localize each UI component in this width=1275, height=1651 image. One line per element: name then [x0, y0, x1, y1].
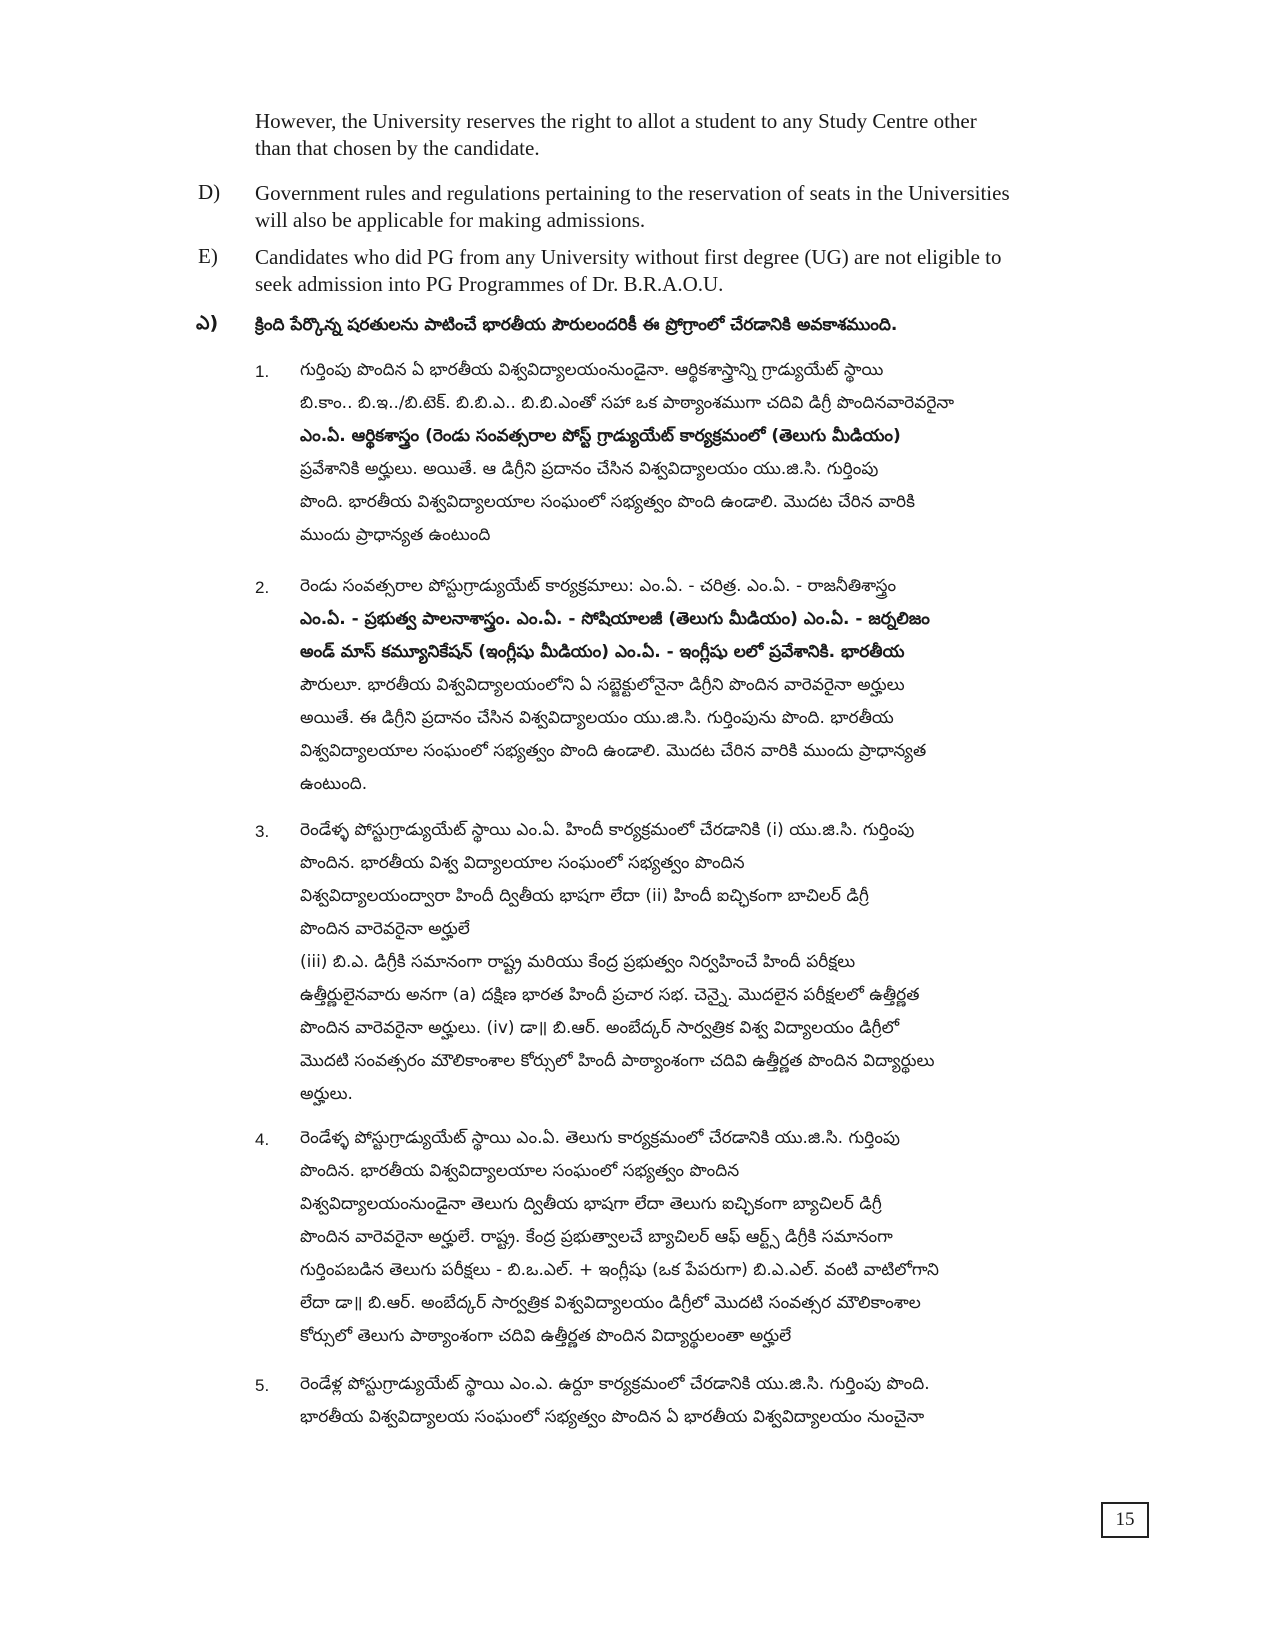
telugu-item-1: [300, 354, 1045, 552]
telugu-item-3: [300, 814, 1045, 1111]
telugu-line: విశ్వవిద్యాలయంద్వారా హిందీ ద్వితీయ భాషగా లేదా (ii) హిందీ ఐచ్ఛికంగా బాచిలర్ డిగ్రీ: [300, 886, 869, 906]
telugu-line: రెండేళ్ళ పోస్టుగ్రాడ్యుయేట్ స్థాయి ఎం.ఏ. హిందీ కార్యక్రమంలో చేరడానికి (i) యు.జి.సి. గుర్తింపు: [300, 820, 915, 840]
telugu-line: ఎం.ఏ. ఆర్థికశాస్త్రం (రెండు సంవత్సరాల పోస్ట్ గ్రాడ్యుయేట్ కార్యక్రమంలో (తెలుగు మీడియం): [300, 426, 901, 446]
telugu-line: పొందిన వారెవరైనా అర్హులే. రాష్ట్ర. కేంద్ర ప్రభుత్వాలచే బ్యాచిలర్ ఆఫ్ ఆర్ట్స్ డిగ్రీకి సమానంగా: [300, 1227, 893, 1247]
telugu-line: గుర్తింపబడిన తెలుగు పరీక్షలు - బి.ఒ.ఎల్. + ఇంగ్లీషు (ఒక పేపరుగా) బి.ఎ.ఎల్. వంటి వాటిలోగాని: [300, 1260, 939, 1280]
intro-paragraph: [255, 108, 1045, 162]
telugu-line: బి.కాం.. బి.ఇ../బి.టెక్. బి.బి.ఎ.. బి.బి.ఎంతో సహా ఒక పాఠ్యాంశముగా చదివి డిగ్రీ పొందినవారెవరైనా: [300, 393, 955, 413]
telugu-line: పౌరులూ. భారతీయ విశ్వవిద్యాలయంలోని ఏ సబ్జెక్టులోనైనా డిగ్రీని పొందిన వారెవరైనా అర్హులు: [300, 675, 905, 695]
item-e-line: Candidates who did PG from any University without first degree (UG) are not eligible to: [255, 245, 1002, 269]
telugu-line: అండ్ మాస్ కమ్యూనికేషన్ (ఇంగ్లీషు మీడియం) ఎం.ఏ. - ఇంగ్లీషు లలో ప్రవేశానికి. భారతీయ: [300, 642, 905, 662]
item-e-paragraph: [255, 244, 1045, 298]
telugu-line: లేదా డా॥ బి.ఆర్. అంబేద్కర్ సార్వత్రిక విశ్వవిద్యాలయం డిగ్రీలో మొదటి సంవత్సర మౌలికాంశాల: [300, 1293, 921, 1313]
item-d-line: will also be applicable for making admissions.: [255, 208, 646, 232]
telugu-item-4: [300, 1122, 1045, 1353]
telugu-line: పొందిన వారెవరైనా అర్హులు. (iv) డా॥ బి.ఆర్. అంబేద్కర్ సార్వత్రిక విశ్వ విద్యాలయం డిగ్రీలో: [300, 1018, 900, 1038]
telugu-item-2: [300, 570, 1045, 801]
telugu-line: రెండేళ్ల పోస్టుగ్రాడ్యుయేట్ స్థాయి ఎం.ఎ. ఉర్దూ కార్యక్రమంలో చేరడానికి యు.జి.సి. గుర్తింపు పొంది.: [300, 1374, 930, 1394]
telugu-item-number: 4.: [255, 1130, 270, 1149]
telugu-line: ఉంటుంది.: [300, 774, 368, 794]
telugu-line: ప్రవేశానికి అర్హులు. అయితే. ఆ డిగ్రీని ప్రదానం చేసిన విశ్వవిద్యాలయం యు.జి.సి. గుర్తింపు: [300, 459, 879, 479]
item-e-line: seek admission into PG Programmes of Dr. B.R.A.O.U.: [255, 272, 724, 296]
telugu-line: భారతీయ విశ్వవిద్యాలయ సంఘంలో సభ్యత్వం పొందిన ఏ భారతీయ విశ్వవిద్యాలయం నుంచైనా: [300, 1407, 925, 1427]
telugu-item-number: 1.: [255, 362, 270, 381]
telugu-line: పొంది. భారతీయ విశ్వవిద్యాలయాల సంఘంలో సభ్యత్వం పొంది ఉండాలి. మొదట చేరిన వారికి: [300, 492, 915, 512]
page-number: 15: [1101, 1502, 1149, 1538]
telugu-line: అయితే. ఈ డిగ్రీని ప్రదానం చేసిన విశ్వవిద్యాలయం యు.జి.సి. గుర్తింపును పొంది. భారతీయ: [300, 708, 894, 728]
item-d-line: Government rules and regulations pertaining to the reservation of seats in the Universities: [255, 181, 1010, 205]
telugu-item-number: 2.: [255, 578, 270, 597]
telugu-line: రెండేళ్ళ పోస్టుగ్రాడ్యుయేట్ స్థాయి ఎం.ఏ. తెలుగు కార్యక్రమంలో చేరడానికి యు.జి.సి. గుర్తింపు: [300, 1128, 900, 1148]
telugu-heading: క్రింది పేర్కొన్న షరతులను పాటించే భారతీయ పౌరులందరికీ ఈ ప్రోగ్రాంలో చేరడానికి అవకాశముంది.: [255, 315, 898, 335]
telugu-line: అర్హులు.: [300, 1084, 353, 1104]
telugu-line: మొదటి సంవత్సరం మౌలికాంశాల కోర్సులో హిందీ పాఠ్యాంశంగా చదివి ఉత్తీర్ణత పొందిన విద్యార్థులు: [300, 1051, 935, 1071]
telugu-line: ఉత్తీర్ణులైనవారు అనగా (a) దక్షిణ భారత హిందీ ప్రచార సభ. చెన్నై. మొదలైన పరీక్షలలో ఉత్తీర్ణత: [300, 985, 920, 1005]
telugu-line: కోర్సులో తెలుగు పాఠ్యాంశంగా చదివి ఉత్తీర్ణత పొందిన విద్యార్థులంతా అర్హులే: [300, 1326, 792, 1346]
telugu-line: విశ్వవిద్యాలయంనుండైనా తెలుగు ద్వితీయ భాషగా లేదా తెలుగు ఐచ్ఛికంగా బ్యాచిలర్ డిగ్రీ: [300, 1194, 882, 1214]
item-d-paragraph: [255, 180, 1045, 234]
telugu-line: (iii) బి.ఎ. డిగ్రీకి సమానంగా రాష్ట్ర మరియు కేంద్ర ప్రభుత్వం నిర్వహించే హిందీ పరీక్షలు: [300, 952, 856, 972]
telugu-item-5: [300, 1368, 1045, 1434]
telugu-line: గుర్తింపు పొందిన ఏ భారతీయ విశ్వవిద్యాలయంనుండైనా. ఆర్థికశాస్త్రాన్ని గ్రాడ్యుయేట్ స్థాయి: [300, 360, 884, 380]
intro-line: However, the University reserves the right to allot a student to any Study Centre other: [255, 109, 977, 133]
telugu-item-number: 3.: [255, 822, 270, 841]
intro-line: than that chosen by the candidate.: [255, 136, 540, 160]
item-d-label: D): [198, 180, 221, 204]
telugu-heading-label: ఎ): [196, 312, 219, 334]
telugu-line: రెండు సంవత్సరాల పోస్టుగ్రాడ్యుయేట్ కార్యక్రమాలు: ఎం.ఏ. - చరిత్ర. ఎం.ఏ. - రాజనీతిశాస్త్రం: [300, 576, 897, 596]
telugu-line: ఎం.ఏ. - ప్రభుత్వ పాలనాశాస్త్రం. ఎం.ఏ. - సోషియాలజీ (తెలుగు మీడియం) ఎం.ఏ. - జర్నలిజం: [300, 609, 930, 629]
telugu-line: పొందిన. భారతీయ విశ్వ విద్యాలయాల సంఘంలో సభ్యత్వం పొందిన: [300, 853, 745, 873]
telugu-line: పొందిన వారెవరైనా అర్హులే: [300, 919, 470, 939]
telugu-line: ముందు ప్రాధాన్యత ఉంటుంది: [300, 525, 491, 545]
telugu-line: పొందిన. భారతీయ విశ్వవిద్యాలయాల సంఘంలో సభ్యత్వం పొందిన: [300, 1161, 740, 1181]
telugu-line: విశ్వవిద్యాలయాల సంఘంలో సభ్యత్వం పొంది ఉండాలి. మొదట చేరిన వారికి ముందు ప్రాధాన్యత: [300, 741, 927, 761]
telugu-item-number: 5.: [255, 1376, 270, 1395]
item-e-label: E): [198, 244, 218, 268]
